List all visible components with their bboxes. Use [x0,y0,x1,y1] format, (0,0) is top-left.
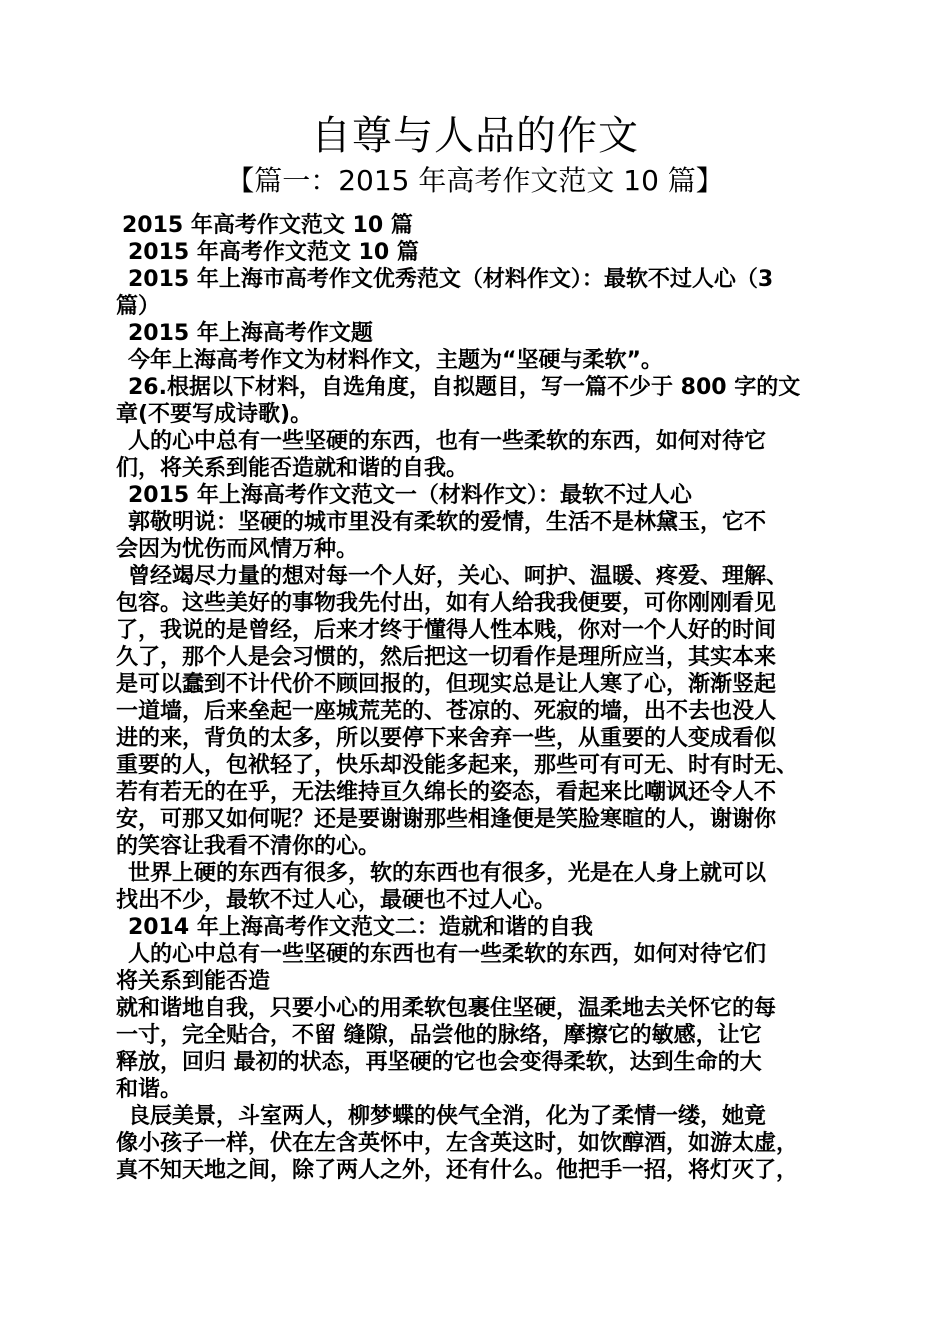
text-line: 一寸，完全贴合，不留 缝隙，品尝他的脉络，摩擦它的敏感，让它 [116,1023,762,1048]
text-line: 进的来，背负的太多，所以要停下来舍弃一些，从重要的人变成看似 [116,726,777,751]
text-line: 今年上海高考作文为材料作文，主题为“坚硬与柔软”。 [128,348,663,373]
text-line: 包容。这些美好的事物我先付出，如有人给我我便要，可你刚刚看见 [116,591,777,616]
text-line: 和谐。 [116,1077,183,1102]
text-line: 曾经竭尽力量的想对每一个人好，关心、呵护、温暖、疼爱、理解、 [128,564,789,589]
text-line: 释放，回归 最初的状态，再坚硬的它也会变得柔软，达到生命的大 [116,1050,762,1075]
document-title: 自尊与人品的作文 [311,113,639,159]
text-line: 重要的人，包袱轻了，快乐却没能多起来，那些可有可无、时有时无、 [116,753,799,778]
text-line: 2015 年上海高考作文范文一（材料作文）：最软不过人心 [128,483,692,508]
text-line: 世界上硬的东西有很多，软的东西也有很多，光是在人身上就可以 [128,861,767,886]
text-line: 们，将关系到能否造就和谐的自我。 [116,456,469,481]
text-line: 了，我说的是曾经，后来才终于懂得人性本贱，你对一个人好的时间 [116,618,777,643]
document-body [116,212,844,1184]
text-line: 久了，那个人是会习惯的，然后把这一切看作是理所应当，其实本来 [116,645,777,670]
text-line: 若有若无的在乎，无法维持亘久绵长的姿态，看起来比嘲讽还令人不 [116,780,777,805]
text-line: 篇） [116,294,161,319]
text-line: 2015 年高考作文范文 10 篇 [128,240,419,265]
text-line: 2015 年上海高考作文题 [128,321,373,346]
text-line: 26.根据以下材料，自选角度，自拟题目，写一篇不少于 800 字的文 [128,375,801,400]
text-line: 找出不少，最软不过人心，最硬也不过人心。 [116,888,557,913]
text-line: 就和谐地自我，只要小心的用柔软包裹住坚硬，温柔地去关怀它的每 [116,996,777,1021]
text-line: 一道墙，后来垒起一座城荒芜的、苍凉的、死寂的墙，出不去也没人 [116,699,777,724]
text-line: 真不知天地之间，除了两人之外，还有什么。他把手一招，将灯灭了， [116,1158,799,1183]
text-line: 像小孩子一样，伏在左含英怀中，左含英这时，如饮醇酒，如游太虚， [116,1131,799,1156]
text-line: 2015 年高考作文范文 10 篇 [122,213,413,238]
text-line: 是可以蠢到不计代价不顾回报的，但现实总是让人寒了心，渐渐竖起 [116,672,777,697]
text-line: 会因为忧伤而风情万种。 [116,537,359,562]
text-line: 章(不要写成诗歌)。 [116,402,313,427]
text-line: 将关系到能否造 [116,969,271,994]
text-line: 的笑容让我看不清你的心。 [116,834,381,859]
text-line: 人的心中总有一些坚硬的东西，也有一些柔软的东西，如何对待它 [128,429,767,454]
text-line: 2014 年上海高考作文范文二：造就和谐的自我 [128,915,593,940]
text-line: 郭敬明说：坚硬的城市里没有柔软的爱情，生活不是林黛玉，它不 [128,510,767,535]
text-line: 良辰美景，斗室两人，柳梦蝶的侠气全消，化为了柔情一缕，她竟 [128,1104,767,1129]
text-line: 安，可那又如何呢？还是要谢谢那些相逢便是笑脸寒暄的人，谢谢你 [116,807,777,832]
text-line: 人的心中总有一些坚硬的东西也有一些柔软的东西，如何对待它们 [128,942,767,967]
document-subtitle: 【篇一：2015 年高考作文范文 10 篇】 [226,164,724,197]
text-line: 2015 年上海市高考作文优秀范文（材料作文）：最软不过人心（3 [128,267,774,292]
